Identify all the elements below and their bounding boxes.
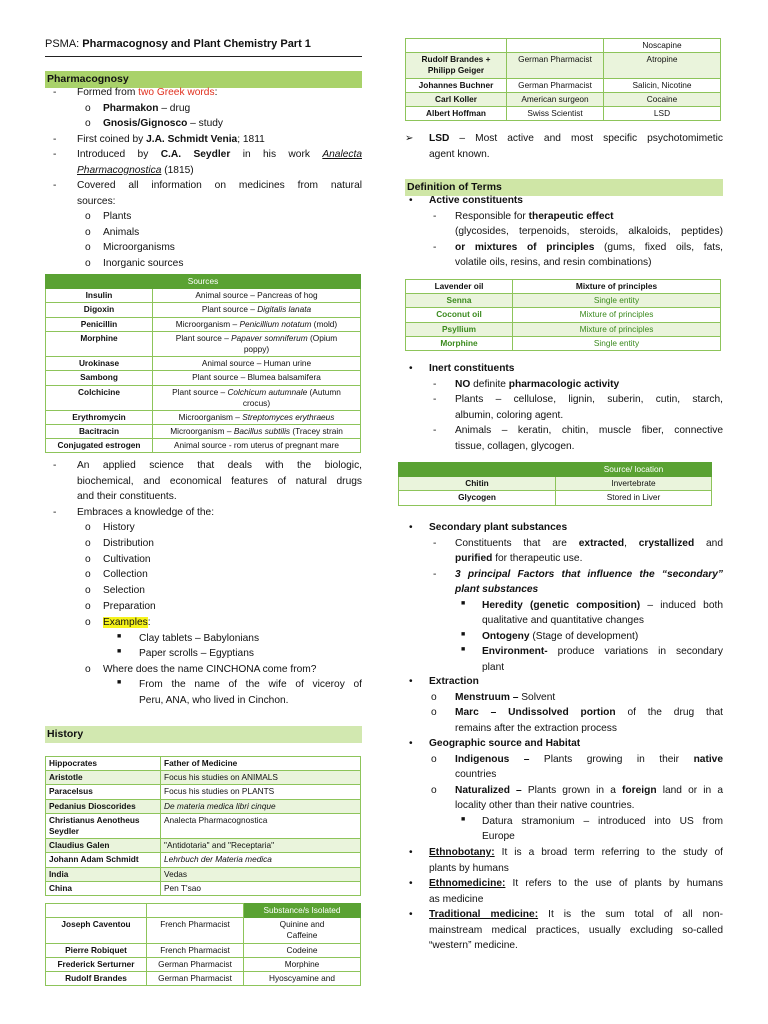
history-table: Hippocrates Father of Medicine Aristotle Focus his studies on ANIMALS Paracelsus Focus his studies on PLANTS Pedanius Dioscorides De materia medica libri cinque Christianus Aenotheus Seydler Analecta Pharmacognostica Claudius Galen "Antidotaria" and "Receptaria" Johann Adam Schmidt Lehrbuch der Materia medica India Vedas China Pen T'sao [45, 756, 361, 896]
section-history: History [45, 726, 362, 743]
sources-table: Sources Insulin Animal source – Pancreas of hog Digoxin Plant source – Digitalis lanata Penicillin Microorganism – Penicillium notatum (mold) Morphine Plant source – Papaver somniferum (Opium poppy) Urokinase Animal source – Human urine Sambong Plant source – Blumea balsamifera Colchicine Plant source – Colchicum autumnale (Autumn crocus) Erythromycin Microorganism – Streptomyces erythraeus Bacitracin Microorganism – Bacillus subtilis (Tracey strain Conjugated estrogen Animal source - rom uterus of pregnant mare [45, 274, 361, 453]
arrow-bullet-icon: ➢ [405, 133, 414, 144]
section-definition-of-terms: Definition of Terms [405, 179, 723, 196]
substance-table-continued: Noscapine Rudolf Brandes + Philipp Geiger German Pharmacist Atropine Johannes Buchner German Pharmacist Salicin, Nicotine Carl Koller American surgeon Cocaine Albert Hoffman Swiss Scientist LSD [405, 38, 721, 121]
chitin-table: Source/ location Chitin Invertebrate Glycogen Stored in Liver [398, 462, 712, 506]
active-constituents: • Active constituents - Responsible for therapeutic effect (glycosides, terpenoids, steroids, alkaloids, peptides) - or mixtures of principles (gums, fixed oils, fats, volatile oils, resins, and resin combinations) [409, 195, 723, 268]
oil-table: Lavender oil Mixture of principles Senna Single entity Coconut oil Mixture of principles Psyllium Mixture of principles Morphine Single entity [405, 279, 721, 351]
section-pharmacognosy: Pharmacognosy [45, 71, 362, 88]
substance-table: Substance/s Isolated Joseph Caventou French Pharmacist Quinine and Caffeine Pierre Robiquet French Pharmacist Codeine Frederick Serturner German Pharmacist Morphine Rudolf Brandes German Pharmacist Hyoscyamine and [45, 903, 361, 986]
geographic-source: • Geographic source and Habitat o Indigenous – Plants growing in their native countries o Naturalized – Plants grown in a foreign land or in a locality other than their native countries. ■ Datura stramonium – introduced into US from Europe [409, 738, 724, 842]
extraction: • Extraction o Menstruum – Solvent o Marc – Undissolved portion of the drug that remains after the extraction process [409, 676, 723, 734]
inert-constituents: • Inert constituents - NO definite pharmacologic activity - Plants – cellulose, lignin, suberin, cutin, starch, albumin, coloring agent. - Animals – keratin, chitin, muscle fiber, connective tissue, collagen, glycogen. [409, 363, 723, 452]
applied-science-list: - An applied science that deals with the biologic, biochemical, and economical features of natural drugs and their constituents. - Embraces a knowledge of the: o History o Distribution o Cultivation o Collection o Selection o Preparation o Examples: ■ Clay tablets – Babylonians ■ Paper scrolls – Egyptians o Where does the name CINCHONA come from? ■ From the name of the wife of viceroy of Peru, ANA, who lived in Cinchon. [53, 460, 362, 706]
pharmacognosy-list: - Formed from two Greek words: o Pharmakon – drug o Gnosis/Gignosco – study - First coined by J.A. Schmidt Venia; 1811 - Introduced by C.A. Seydler in his work Analecta Pharmacognostica (1815) - Covered all information on medicines from natural sources: o Plants o Animals o Microorganisms o Inorganic sources [53, 87, 362, 269]
secondary-substances: • Secondary plant substances - Constituents that are extracted, crystallized and purified for therapeutic use. - 3 principal Factors that influence the “secondary” plant substances ■ Heredity (genetic composition) – induced both qualitative and quantitative changes ■ Ontogeny (Stage of development) ■ Environment- produce variations in secondary plant [409, 522, 724, 673]
ethno-terms: • Ethnobotany: It is a broad term referring to the study of plants by humans • Ethnomedicine: It refers to the use of plants by humans as medicine • Traditional medicine: It is the sum total of all non- mainstream medical practices, usually excluding so-called “western” medicine. [409, 847, 723, 951]
page-title: PSMA: Pharmacognosy and Plant Chemistry Part 1 [45, 37, 362, 57]
lsd-note: ➢ LSD – Most active and most specific psychotomimetic agent known. [405, 133, 723, 160]
